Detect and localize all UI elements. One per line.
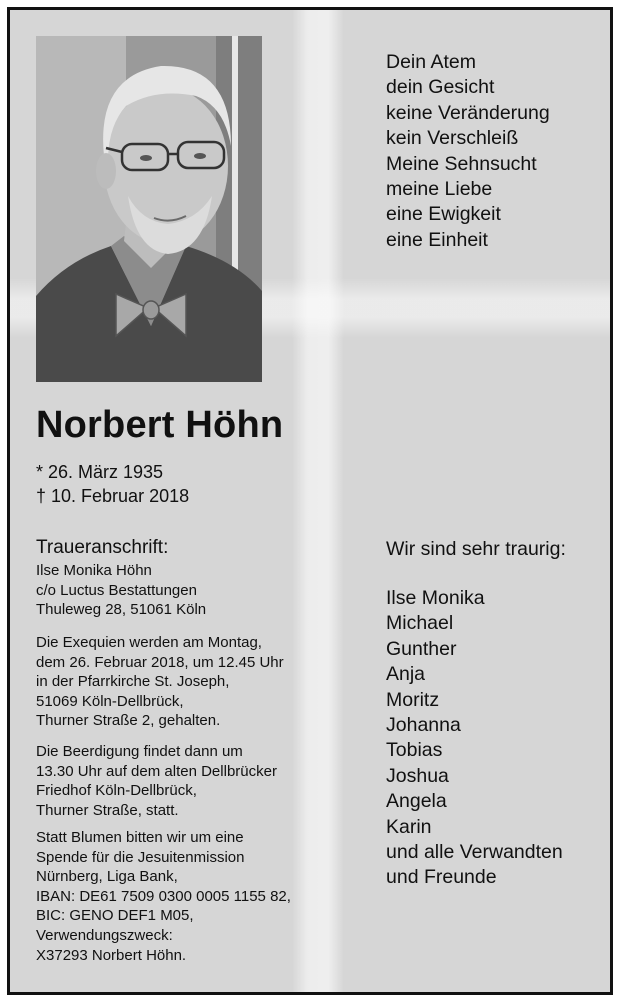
poem-line: dein Gesicht	[386, 76, 495, 99]
mourner-name: Michael	[386, 612, 454, 635]
mourner-name: Anja	[386, 663, 426, 686]
mourner-name: Tobias	[386, 739, 443, 762]
poem	[386, 50, 606, 253]
poem-line: eine Ewigkeit	[386, 203, 501, 226]
mourner-name: Moritz	[386, 688, 440, 711]
paragraph-line: Friedhof Köln-Dellbrück,	[36, 782, 197, 800]
paragraph-line: Spende für die Jesuitenmission	[36, 848, 245, 866]
poem-line: kein Verschleiß	[386, 127, 519, 150]
paragraph-line: dem 26. Februar 2018, um 12.45 Uhr	[36, 653, 284, 671]
mourner-name: und Freunde	[386, 866, 497, 889]
address-line: c/o Luctus Bestattungen	[36, 581, 197, 599]
burial-paragraph	[36, 742, 277, 820]
paragraph-line: 51069 Köln-Dellbrück,	[36, 692, 184, 710]
deceased-name: Norbert Höhn	[36, 404, 284, 446]
address-line: Ilse Monika Höhn	[36, 562, 152, 579]
mourning-address	[36, 561, 206, 620]
death-date: † 10. Februar 2018	[36, 486, 190, 506]
donation-paragraph	[36, 828, 291, 965]
birth-date: * 26. März 1935	[36, 462, 164, 482]
paragraph-line: Thurner Straße, statt.	[36, 801, 179, 819]
paragraph-line: Thurner Straße 2, gehalten.	[36, 712, 221, 730]
address-line: Thuleweg 28, 51061 Köln	[36, 601, 207, 619]
mourner-name: Angela	[386, 790, 447, 813]
poem-line: Dein Atem	[386, 51, 476, 73]
poem-line: keine Veränderung	[386, 101, 550, 124]
portrait-illustration	[36, 36, 262, 382]
mourners-title: Wir sind sehr traurig:	[386, 538, 566, 560]
poem-line: Meine Sehnsucht	[386, 152, 537, 175]
obituary-notice	[7, 7, 613, 995]
paragraph-line: 13.30 Uhr auf dem alten Dellbrücker	[36, 762, 277, 780]
mourners-list	[386, 586, 563, 891]
paragraph-line: X37293 Norbert Höhn.	[36, 946, 187, 964]
paragraph-line: Nürnberg, Liga Bank,	[36, 868, 178, 886]
mourner-name: Gunther	[386, 637, 457, 660]
paragraph-line: Verwendungszweck:	[36, 926, 173, 944]
poem-line: eine Einheit	[386, 228, 488, 251]
paragraph-line: IBAN: DE61 7509 0300 0005 1155 82,	[36, 887, 291, 905]
paragraph-line: in der Pfarrkirche St. Joseph,	[36, 673, 230, 691]
mourner-name: Joshua	[386, 764, 449, 787]
portrait-photo	[36, 36, 262, 382]
life-dates	[36, 460, 189, 508]
cross-light-vertical	[292, 10, 344, 992]
mourner-name: und alle Verwandten	[386, 841, 563, 864]
paragraph-line: Statt Blumen bitten wir um eine	[36, 829, 244, 846]
funeral-mass-paragraph	[36, 633, 284, 731]
mourner-name: Ilse Monika	[386, 587, 485, 609]
paragraph-line: BIC: GENO DEF1 M05,	[36, 907, 194, 925]
poem-line: meine Liebe	[386, 178, 493, 201]
paragraph-line: Die Beerdigung findet dann um	[36, 743, 243, 760]
address-label: Traueranschrift:	[36, 537, 169, 558]
mourner-name: Karin	[386, 815, 432, 838]
mourner-name: Johanna	[386, 714, 461, 737]
paragraph-line: Die Exequien werden am Montag,	[36, 634, 262, 651]
